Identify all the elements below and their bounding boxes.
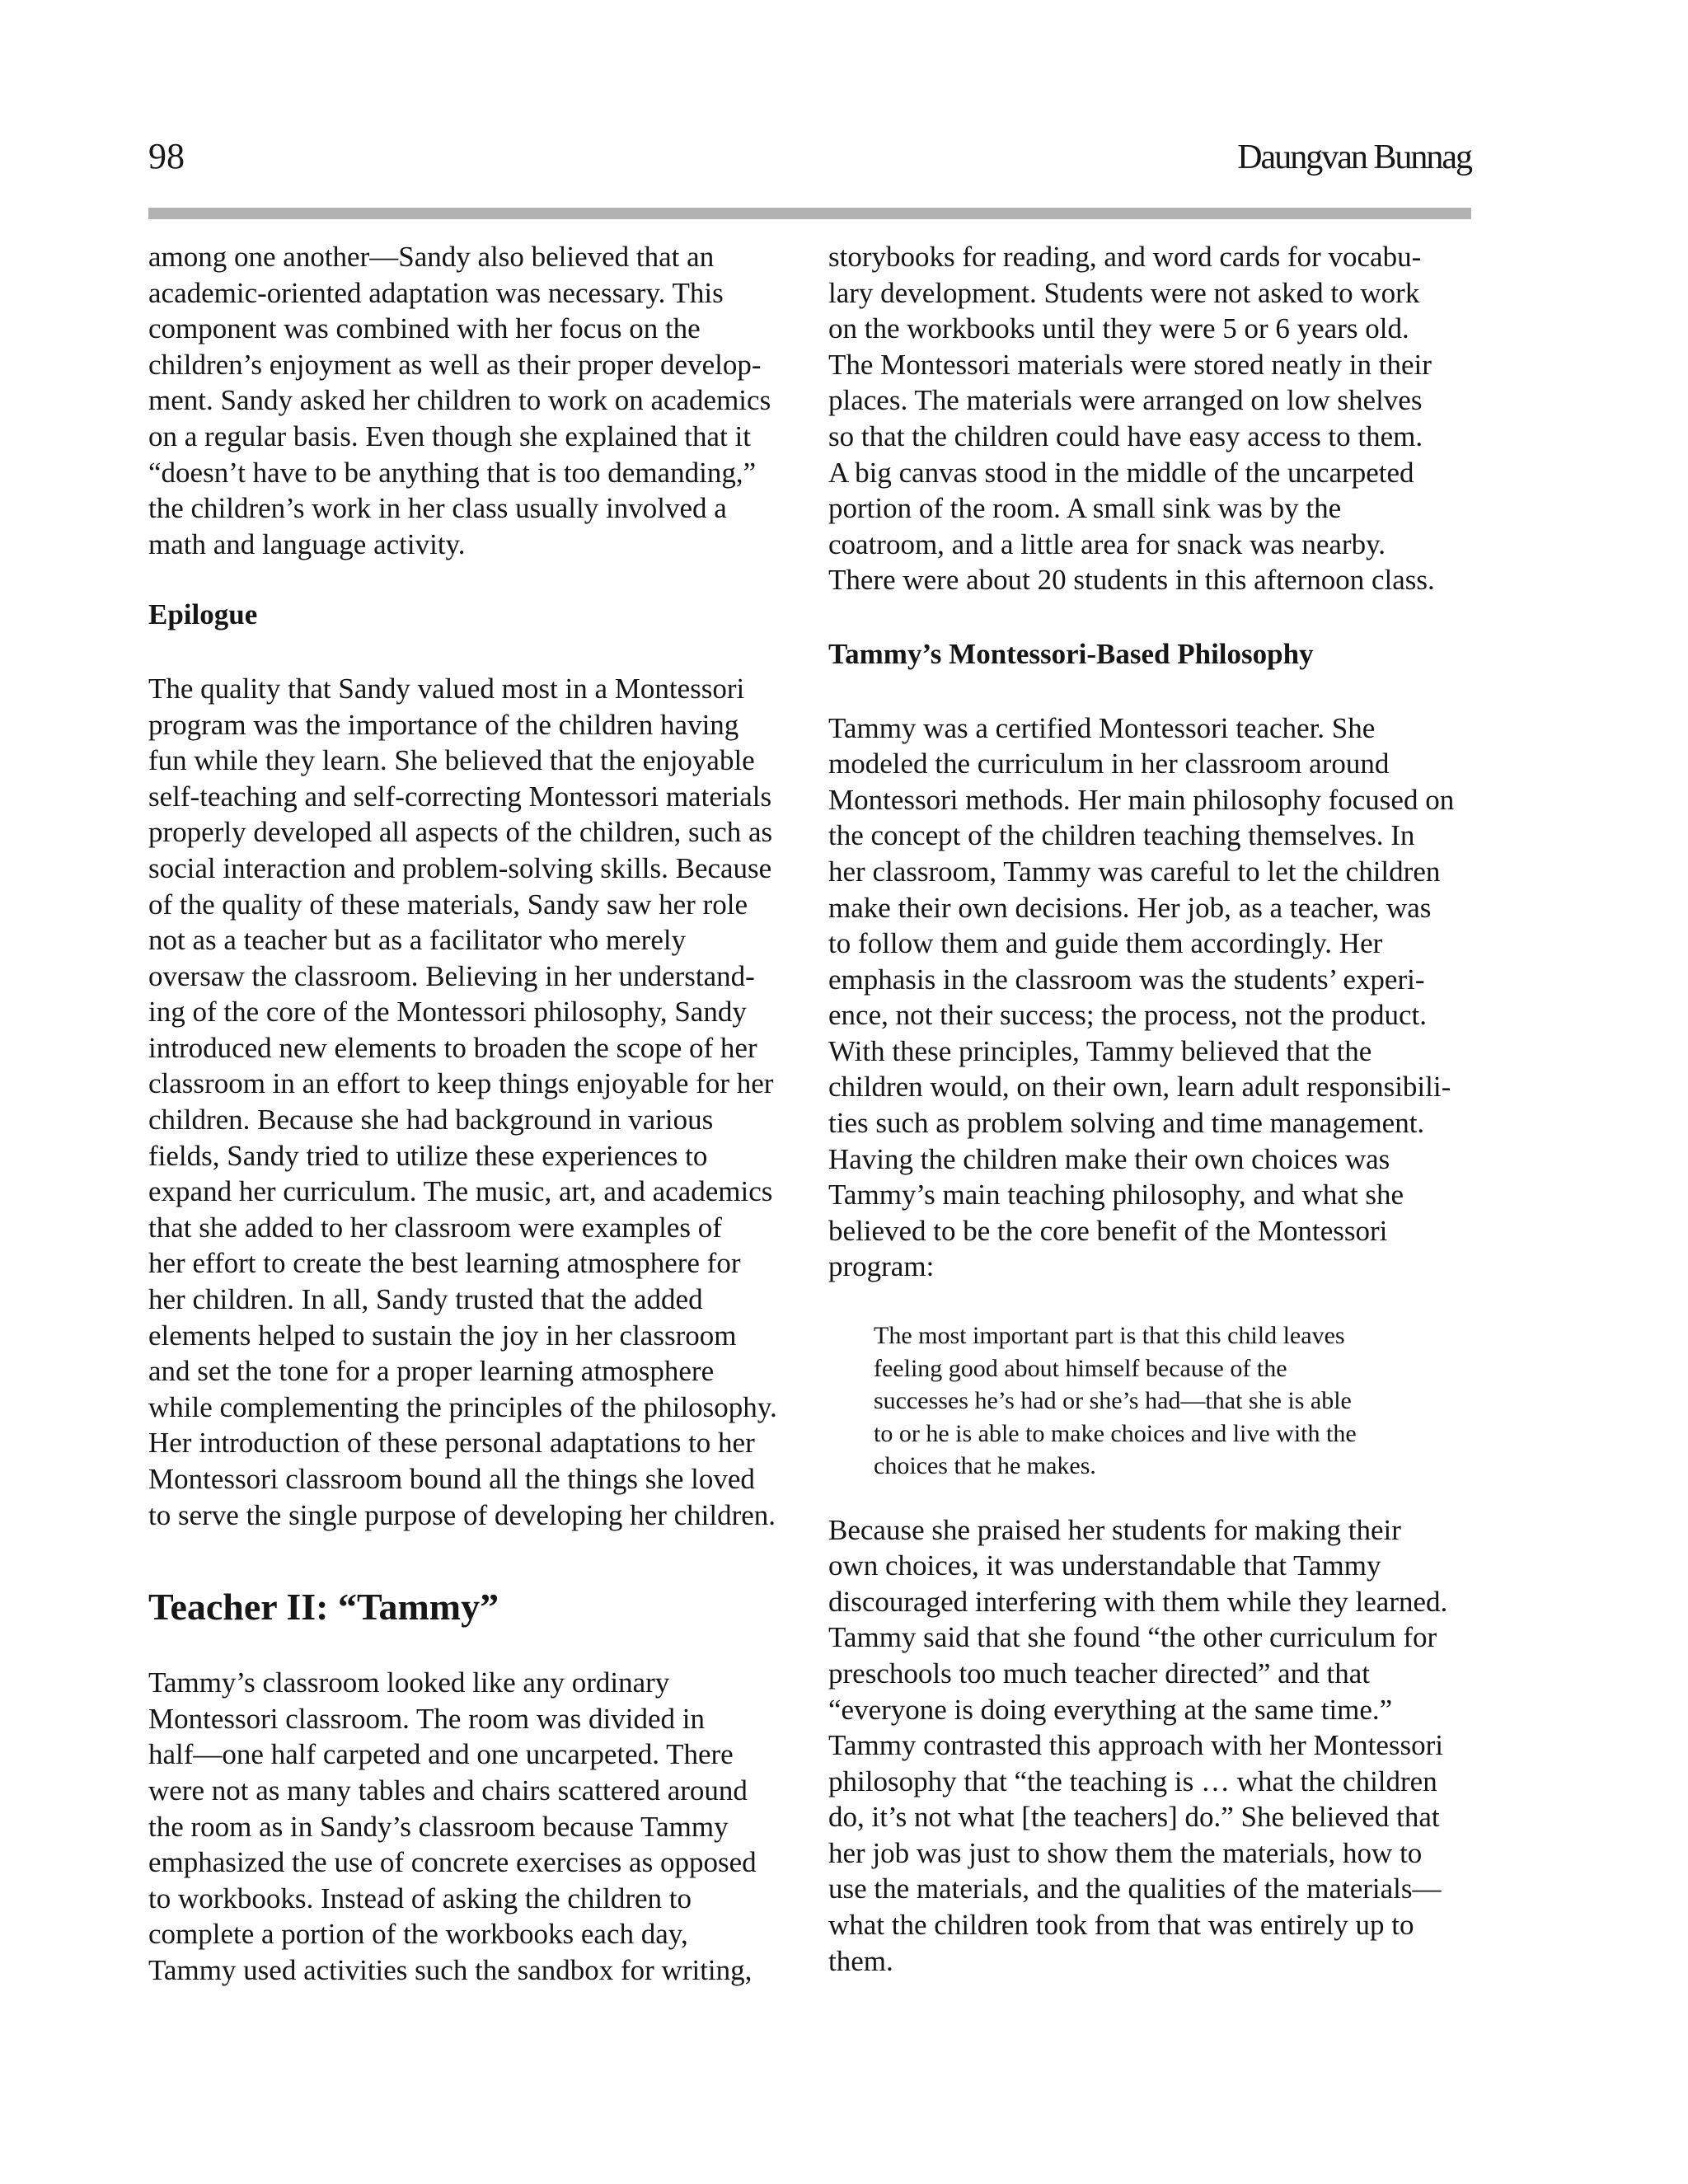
text-line: modeled the curriculum in her classroom around [828,748,1390,780]
text-line: Tammy contrasted this approach with her Montessori [828,1729,1443,1762]
left-para-1 [148,239,799,562]
text-line: her children. In all, Sandy trusted that the added [148,1283,703,1316]
text-line: fun while they learn. She believed that the enjoyable [148,744,755,777]
page-number: 98 [148,136,185,176]
text-line: ment. Sandy asked her children to work on academics [148,384,771,417]
text-line: were not as many tables and chairs scattered around [148,1774,748,1807]
text-line: self-teaching and self-correcting Montessori materials [148,780,772,813]
philosophy-heading: Tammy’s Montessori-Based Philosophy [828,637,1314,670]
text-line: “doesn’t have to be anything that is too demanding,” [148,456,757,489]
text-line: classroom in an effort to keep things enjoyable for her [148,1067,774,1100]
text-line: Tammy was a certified Montessori teacher. She [828,711,1376,744]
text-line: to follow them and guide them accordingly. Her [828,927,1383,960]
text-line: component was combined with her focus on the [148,312,701,345]
text-line: successes he’s had or she’s had—that she is able [874,1387,1352,1415]
block-quote [828,1319,1471,1483]
text-line: With these principles, Tammy believed that the [828,1034,1372,1067]
text-line: and set the tone for a proper learning atmosphere [148,1355,715,1388]
left-para-2 [148,671,799,1533]
text-line: on a regular basis. Even though she explained that it [148,419,751,452]
text-line: her effort to create the best learning atmosphere for [148,1247,741,1280]
text-line: Montessori classroom bound all the things she loved [148,1463,755,1495]
text-line: Tammy’s classroom looked like any ordinary [148,1666,670,1699]
text-line: not as a teacher but as a facilitator who merely [148,924,687,957]
text-line: of the quality of these materials, Sandy saw her role [148,888,748,921]
text-line: Her introduction of these personal adaptations to her [148,1427,755,1460]
text-line: coatroom, and a little area for snack was nearby. [828,527,1386,560]
text-line: use the materials, and the qualities of the materials— [828,1872,1442,1905]
epilogue-heading: Epilogue [148,598,258,631]
text-line: do, it’s not what [the teachers] do.” She believed that [828,1801,1440,1834]
text-line: academic-oriented adaptation was necessary. This [148,276,724,309]
text-line: oversaw the classroom. Believing in her understand- [148,959,755,992]
text-line: her classroom, Tammy was careful to let the children [828,855,1441,888]
text-line: the children’s work in her class usually involved a [148,492,727,525]
text-line: There were about 20 students in this afternoon class. [828,564,1435,597]
text-line: Tammy’s main teaching philosophy, and what she [828,1179,1404,1212]
text-line: preschools too much teacher directed” and that [828,1657,1370,1690]
text-line: discouraged interfering with them while they learned. [828,1585,1448,1618]
text-line: lary development. Students were not asked to work [828,276,1420,309]
text-line: half—one half carpeted and one uncarpeted. There [148,1738,734,1771]
text-line: ties such as problem solving and time management. [828,1107,1425,1140]
text-line: The quality that Sandy valued most in a Montessori [148,672,745,705]
text-line: own choices, it was understandable that Tammy [828,1549,1381,1582]
text-line: them. [828,1944,893,1977]
text-line: program was the importance of the children having [148,708,739,741]
text-line: to workbooks. Instead of asking the children to [148,1882,692,1915]
text-line: so that the children could have easy access to them. [828,419,1423,452]
text-line: to serve the single purpose of developing her children. [148,1498,776,1531]
text-line: while complementing the principles of the philosophy. [148,1390,777,1423]
text-line: feeling good about himself because of the [874,1354,1287,1382]
text-line: what the children took from that was entirely up to [828,1909,1414,1942]
text-line: her job was just to show them the materials, how to [828,1836,1423,1869]
text-line: children would, on their own, learn adult responsibili- [828,1071,1451,1104]
text-line: The Montessori materials were stored neatly in their [828,348,1432,381]
text-line: introduced new elements to broaden the scope of her [148,1031,757,1064]
text-line: the concept of the children teaching themselves. In [828,819,1415,852]
header-rule [148,208,1471,219]
text-line: Montessori methods. Her main philosophy focused on [828,783,1455,816]
text-line: properly developed all aspects of the children, such as [148,816,773,849]
text-line: children. Because she had background in various [148,1104,714,1137]
right-para-1 [828,239,1471,598]
running-head: Daungvan Bunnag [1237,138,1471,176]
text-line: complete a portion of the workbooks each day, [148,1918,688,1951]
text-line: choices that he makes. [874,1452,1096,1480]
text-line: to or he is able to make choices and live with the [874,1419,1357,1447]
text-line: portion of the room. A small sink was by the [828,492,1342,525]
text-line: emphasis in the classroom was the students’ experi- [828,963,1425,996]
text-line: philosophy that “the teaching is … what the children [828,1765,1437,1797]
text-line: Tammy said that she found “the other curriculum for [828,1621,1437,1654]
text-line: children’s enjoyment as well as their proper develop- [148,348,762,381]
text-line: believed to be the core benefit of the Montessori [828,1214,1388,1247]
text-line: that she added to her classroom were examples of [148,1211,722,1244]
text-line: Because she praised her students for making their [828,1513,1401,1546]
text-line: “everyone is doing everything at the same time.” [828,1693,1393,1726]
left-para-3 [148,1665,799,1988]
left-column [148,239,799,1989]
text-line: ing of the core of the Montessori philosophy, Sandy [148,996,747,1029]
text-line: Having the children make their own choices was [828,1142,1390,1175]
right-para-3 [828,1512,1471,1980]
right-column [828,239,1471,1979]
text-line: among one another—Sandy also believed that an [148,241,715,273]
text-line: social interaction and problem-solving skills. Because [148,851,772,884]
text-line: storybooks for reading, and word cards for vocabu- [828,241,1422,273]
text-line: ence, not their success; the process, not the product. [828,999,1428,1032]
text-line: on the workbooks until they were 5 or 6 years old. [828,312,1409,345]
text-line: expand her curriculum. The music, art, and academics [148,1175,773,1208]
text-line: emphasized the use of concrete exercises as opposed [148,1846,757,1879]
text-line: make their own decisions. Her job, as a teacher, was [828,891,1432,924]
text-line: places. The materials were arranged on low shelves [828,384,1423,417]
text-line: program: [828,1250,935,1283]
right-para-2 [828,710,1471,1286]
text-line: The most important part is that this child leaves [874,1322,1345,1350]
text-line: fields, Sandy tried to utilize these experiences to [148,1139,708,1172]
text-line: the room as in Sandy’s classroom because Tammy [148,1810,729,1843]
text-line: A big canvas stood in the middle of the uncarpeted [828,456,1414,489]
text-line: elements helped to sustain the joy in her classroom [148,1319,737,1352]
text-line: Tammy used activities such the sandbox for writing, [148,1953,753,1986]
text-line: Montessori classroom. The room was divided in [148,1702,705,1735]
section-heading: Teacher II: “Tammy” [148,1586,499,1629]
text-line: math and language activity. [148,527,466,560]
